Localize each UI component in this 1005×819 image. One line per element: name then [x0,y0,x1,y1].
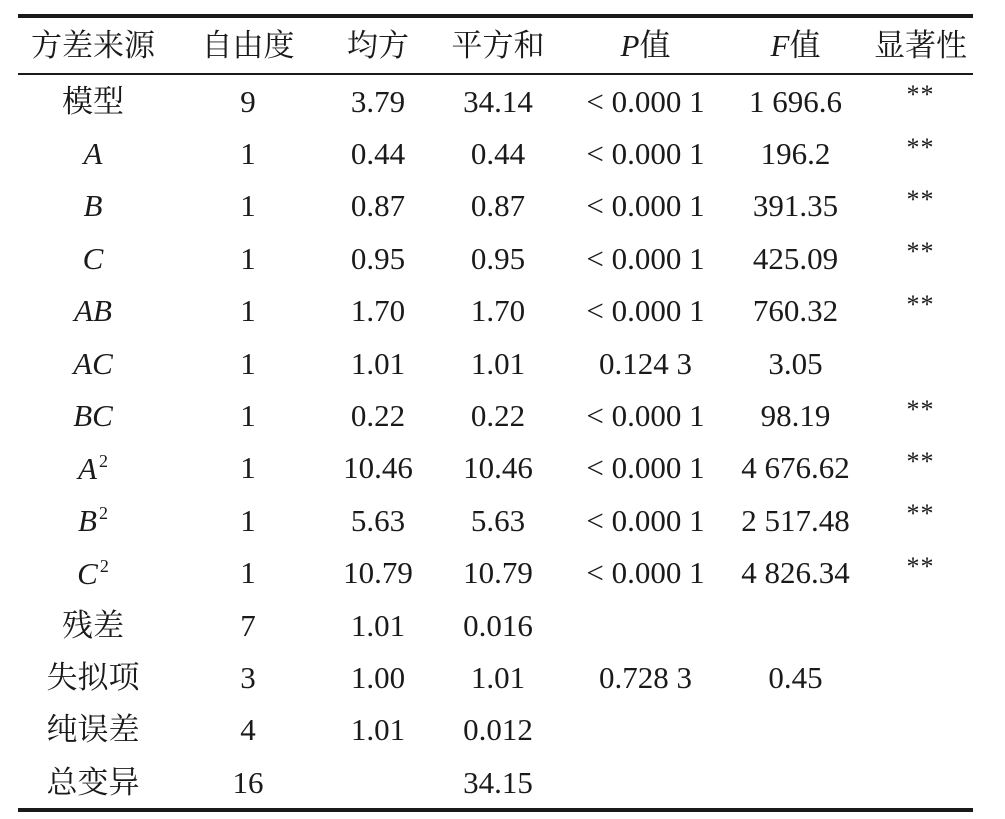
cell-mean-square: 1.01 [350,607,406,643]
cell-p-value [568,599,723,651]
cell-sum-squares: 0.22 [470,398,526,434]
cell-source [18,599,168,651]
cell-source [18,232,168,284]
header-df: 自由度 [201,28,295,63]
cell-f-value: 2 517.48 [741,502,850,538]
source-label: 总变异 [46,764,140,800]
cell-sum-squares: 10.46 [463,450,533,486]
cell-significance: ** [906,237,935,267]
cell-p-value: < 0.000 1 [586,450,705,486]
table-row [18,180,973,232]
cell-f-value [723,704,868,756]
cell-f-value: 425.09 [752,240,839,276]
cell-source [18,442,168,494]
cell-significance: ** [906,551,935,581]
cell-sum-squares: 34.14 [463,83,533,119]
cell-significance: ** [906,394,935,424]
cell-p-value: < 0.000 1 [586,555,705,591]
header-source: 方差来源 [31,28,155,63]
table-row [18,127,973,179]
cell-sum-squares: 1.01 [470,345,526,381]
table-row [18,389,973,441]
anova-table-body [18,75,973,808]
header-p-suffix: 值 [639,28,671,63]
cell-df: 1 [240,398,256,434]
table-row [18,337,973,389]
cell-f-value: 1 696.6 [749,83,842,119]
cell-p-value: < 0.000 1 [586,188,705,224]
cell-significance: ** [906,132,935,162]
cell-p-value: 0.124 3 [599,345,692,381]
cell-df: 1 [240,502,256,538]
cell-source [18,389,168,441]
table-body [18,75,973,808]
cell-mean-square: 1.01 [350,712,406,748]
cell-sum-squares: 10.79 [463,555,533,591]
cell-mean-square: 10.46 [343,450,413,486]
table-row [18,232,973,284]
table-row [18,285,973,337]
cell-mean-square: 10.79 [343,555,413,591]
cell-mean-square: 1.70 [350,293,406,329]
cell-f-value: 3.05 [768,345,823,381]
source-label: A [78,450,97,486]
cell-source [18,651,168,703]
source-label: C [77,555,98,591]
cell-f-value: 4 676.62 [741,450,850,486]
cell-f-value: 4 826.34 [741,555,850,591]
cell-p-value: < 0.000 1 [586,398,705,434]
header-row [18,18,973,73]
cell-significance: ** [906,289,935,319]
cell-df: 7 [240,607,256,643]
header-p-letter: P [620,28,640,63]
cell-source [18,547,168,599]
cell-df: 1 [240,240,256,276]
cell-source [18,756,168,808]
cell-p-value: < 0.000 1 [586,136,705,172]
cell-significance: ** [906,446,935,476]
cell-mean-square: 0.22 [350,398,406,434]
table-row [18,704,973,756]
cell-source [18,75,168,127]
cell-df: 1 [240,293,256,329]
cell-sum-squares: 5.63 [470,502,526,538]
cell-significance: ** [906,80,935,110]
anova-table-container [18,14,973,812]
cell-df: 16 [232,764,264,800]
cell-p-value: < 0.000 1 [586,240,705,276]
source-exponent: 2 [99,555,109,576]
cell-significance: ** [906,184,935,214]
cell-f-value [723,756,868,808]
cell-df: 1 [240,450,256,486]
table-row [18,547,973,599]
header-f-value [723,18,868,73]
cell-df: 1 [240,188,256,224]
cell-mean-square: 1.01 [350,345,406,381]
source-label: A [83,136,103,172]
cell-p-value [568,756,723,808]
source-exponent: 2 [98,503,108,524]
cell-sum-squares: 0.44 [470,136,526,172]
header-mean-square: 均方 [347,28,409,63]
cell-sum-squares: 1.01 [470,659,526,695]
table-row [18,494,973,546]
bottom-rule [18,808,973,812]
table-row [18,756,973,808]
table-row [18,442,973,494]
table-row [18,599,973,651]
cell-mean-square: 1.00 [350,659,406,695]
source-label: C [82,240,104,276]
cell-f-value: 760.32 [752,293,839,329]
cell-f-value [723,599,868,651]
cell-significance [868,750,973,802]
cell-f-value: 98.19 [760,398,831,434]
cell-p-value: < 0.000 1 [586,502,705,538]
cell-p-value: < 0.000 1 [586,83,705,119]
header-f-letter: F [770,28,790,63]
source-label: 失拟项 [46,659,140,695]
header-f-suffix: 值 [789,28,821,63]
cell-sum-squares: 34.15 [463,764,533,800]
cell-f-value: 0.45 [768,659,823,695]
source-label: AB [74,293,112,329]
cell-sum-squares: 0.87 [470,188,526,224]
cell-source [18,494,168,546]
source-exponent: 2 [98,450,108,471]
cell-mean-square: 3.79 [350,83,406,119]
cell-df: 3 [240,659,256,695]
cell-sum-squares: 1.70 [470,293,526,329]
cell-significance [868,593,973,645]
cell-f-value: 196.2 [760,136,831,172]
cell-mean-square: 5.63 [350,502,406,538]
source-label: 模型 [62,83,124,119]
source-label: 纯误差 [46,712,140,748]
table-row [18,75,973,127]
cell-f-value: 391.35 [752,188,839,224]
header-sum-squares: 平方和 [451,28,545,63]
cell-p-value: < 0.000 1 [586,293,705,329]
cell-significance [868,331,973,383]
cell-source [18,704,168,756]
cell-mean-square: 0.87 [350,188,406,224]
header-p-value [568,18,723,73]
cell-df: 4 [240,712,256,748]
cell-significance [868,645,973,697]
header-significance: 显著性 [874,28,967,63]
source-label: BC [73,398,113,434]
cell-p-value [568,704,723,756]
cell-source [18,127,168,179]
source-label: 残差 [62,607,124,643]
cell-sum-squares: 0.012 [463,712,533,748]
cell-df: 1 [240,136,256,172]
cell-df: 1 [240,555,256,591]
cell-sum-squares: 0.95 [470,240,526,276]
cell-mean-square: 0.95 [350,240,406,276]
table-row [18,651,973,703]
cell-significance: ** [906,499,935,529]
source-label: B [83,188,103,224]
source-label: B [78,503,97,539]
cell-source [18,285,168,337]
anova-table [18,18,973,73]
cell-mean-square [328,756,428,808]
cell-df: 1 [240,345,256,381]
cell-sum-squares: 0.016 [463,607,533,643]
source-label: AC [73,345,113,381]
cell-source [18,337,168,389]
cell-df: 9 [240,83,256,119]
cell-p-value: 0.728 3 [599,659,692,695]
cell-significance [868,698,973,750]
cell-source [18,180,168,232]
cell-mean-square: 0.44 [350,136,406,172]
